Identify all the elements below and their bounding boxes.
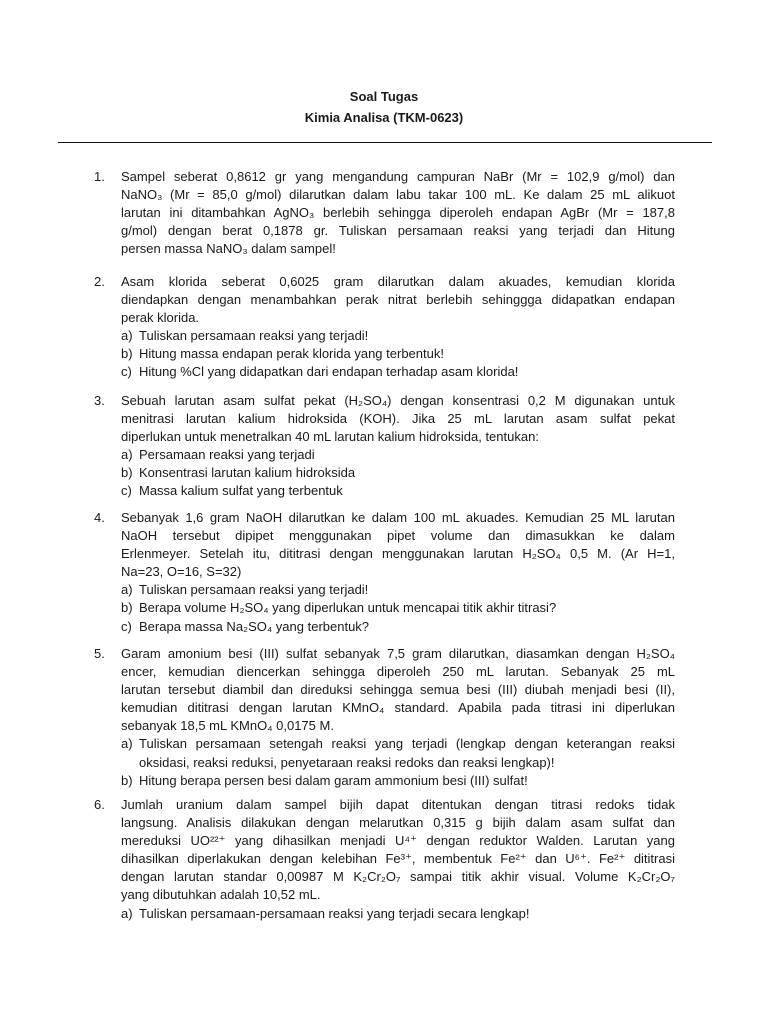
question-text-line: Sebanyak 1,6 gram NaOH dilarutkan ke dalam 100 mL akuades. Kemudian 25 ML larutan <box>121 510 675 525</box>
sub-item: oksidasi, reaksi reduksi, penyetaraan reaksi redoks dan reaksi lengkap)! <box>139 754 555 770</box>
question-text-line: diperlukan untuk menetralkan 40 mL larutan kalium hidroksida, tentukan: <box>121 429 539 445</box>
question-number: 4. <box>94 510 105 525</box>
question-6 <box>94 796 675 923</box>
question-text-line: dengan larutan standar 0,00987 M K₂Cr₂O₇ sampai titik akhir visual. Volume K₂Cr₂O₇ <box>121 869 675 885</box>
question-text-line: mereduksi UO²²⁺ yang dihasilkan menjadi U⁴⁺ dengan reduktor Walden. Larutan yang <box>121 833 675 849</box>
sub-item-text: Hitung berapa persen besi dalam garam ammonium besi (III) sulfat! <box>139 772 528 788</box>
sub-item <box>121 735 675 753</box>
sub-item-text: Tuliskan persamaan setengah reaksi yang terjadi (lengkap dengan keterangan reaksi <box>139 736 675 752</box>
sub-item <box>121 482 675 500</box>
question-text-line: Sebuah larutan asam sulfat pekat (H₂SO₄) dengan konsentrasi 0,2 M digunakan untuk <box>121 393 675 408</box>
document-subtitle: Kimia Analisa (TKM-0623) <box>304 110 464 125</box>
question-text-line: kemudian dititrasi dengan larutan KMnO₄ standard. Apabila pada titrasi ini diperlukan <box>121 700 675 716</box>
question-3 <box>94 392 675 501</box>
question-text-line: langsung. Analisis dilakukan dengan melarutkan 0,315 g bijih dalam asam sulfat dan <box>121 815 675 831</box>
sub-item <box>121 363 675 381</box>
question-body <box>121 509 675 636</box>
sub-item-text: Tuliskan persamaan reaksi yang terjadi! <box>139 582 369 598</box>
question-text-line: Garam amonium besi (III) sulfat sebanyak 7,5 gram dilarutkan, diasamkan dengan H₂SO₄ <box>121 646 675 661</box>
sub-item-label: b) <box>121 600 133 616</box>
document-title: Soal Tugas <box>349 89 419 104</box>
question-text-line: g/mol) dengan berat 0,1878 gr. Tuliskan persamaan reaksi yang terjadi dan Hitung <box>121 223 675 239</box>
sub-item <box>121 772 675 790</box>
sub-item <box>121 464 675 482</box>
sub-item-text: Massa kalium sulfat yang terbentuk <box>139 483 343 499</box>
question-text-line: NaOH tersebut dipipet menggunakan pipet volume dan dimasukkan ke dalam <box>121 528 675 544</box>
sub-item-text: Tuliskan persamaan reaksi yang terjadi! <box>139 328 369 344</box>
sub-item-text: Berapa massa Na₂SO₄ yang terbentuk? <box>139 618 370 634</box>
sub-item-text: Persamaan reaksi yang terjadi <box>139 447 315 463</box>
sub-item <box>121 618 675 636</box>
sub-item-text: Hitung %Cl yang didapatkan dari endapan terhadap asam klorida! <box>139 364 519 380</box>
sub-item-label: a) <box>121 447 133 463</box>
question-5 <box>94 645 675 790</box>
sub-item <box>121 345 675 363</box>
sub-item <box>121 327 675 345</box>
header-divider <box>58 142 712 143</box>
sub-item <box>121 599 675 617</box>
question-text-line: perak klorida. <box>121 310 200 326</box>
sub-item-label: b) <box>121 772 133 788</box>
question-text-line: diendapkan dengan menambahkan perak nitrat berlebih sehinggga didapatkan endapan <box>121 292 675 308</box>
sub-item <box>121 581 675 599</box>
question-text-line: larutan ini ditambahkan AgNO₃ berlebih sehingga diperoleh endapan AgBr (Mr = 187,8 <box>121 205 675 221</box>
question-text-line: encer, kemudian diencerkan sehingga diperoleh 250 mL larutan. Sebanyak 25 mL <box>121 664 675 680</box>
question-number: 2. <box>94 274 105 289</box>
question-body <box>121 392 675 501</box>
question-body <box>121 645 675 790</box>
sub-item-label: c) <box>121 618 132 634</box>
question-text-line: Asam klorida seberat 0,6025 gram dilarutkan dalam akuades, kemudian klorida <box>121 274 675 289</box>
question-text-line: dihasilkan diperlakukan dengan kelebihan Fe³⁺, membentuk Fe²⁺ dan U⁶⁺. Fe²⁺ dititrasi <box>121 851 675 867</box>
question-number: 3. <box>94 393 105 408</box>
question-body <box>121 168 675 258</box>
sub-item-label: a) <box>121 582 133 598</box>
sub-item-label: b) <box>121 346 133 362</box>
question-number: 1. <box>94 169 105 184</box>
sub-item-text: Konsentrasi larutan kalium hidroksida <box>139 465 356 481</box>
question-number: 5. <box>94 646 105 661</box>
question-2 <box>94 273 675 382</box>
sub-item-label: b) <box>121 465 133 481</box>
sub-item-text: Berapa volume H₂SO₄ yang diperlukan untuk mencapai titik akhir titrasi? <box>139 600 557 616</box>
question-text-line: yang dibutuhkan adalah 10,52 mL. <box>121 887 321 903</box>
question-body <box>121 273 675 382</box>
question-text-line: Na=23, O=16, S=32) <box>121 564 242 580</box>
sub-item <box>121 905 675 923</box>
sub-item-text: Hitung massa endapan perak klorida yang terbentuk! <box>139 346 444 362</box>
question-text-line: NaNO₃ (Mr = 85,0 g/mol) dilarutkan dalam labu takar 100 mL. Ke dalam 25 mL alikuot <box>121 187 675 203</box>
sub-item-label: c) <box>121 483 132 499</box>
question-text-line: larutan tersebut diambil dan direduksi sehingga semua besi (III) diubah menjadi besi (II), <box>121 682 675 698</box>
sub-item-label: a) <box>121 328 133 344</box>
question-text-line: persen massa NaNO₃ dalam sampel! <box>121 241 336 257</box>
question-text-line: menitrasi larutan kalium hidroksida (KOH). Jika 25 mL larutan asam sulfat pekat <box>121 411 675 427</box>
sub-item-text: Tuliskan persamaan-persamaan reaksi yang terjadi secara lengkap! <box>139 905 530 921</box>
question-number: 6. <box>94 797 105 812</box>
sub-item-label: a) <box>121 905 133 921</box>
question-text-line: Erlenmeyer. Setelah itu, dititrasi dengan menggunakan larutan H₂SO₄ 0,5 M. (Ar H=1, <box>121 546 675 562</box>
question-text-line: Jumlah uranium dalam sampel bijih dapat ditentukan dengan titrasi redoks tidak <box>121 797 675 812</box>
question-text-line: Sampel seberat 0,8612 gr yang mengandung campuran NaBr (Mr = 102,9 g/mol) dan <box>121 169 675 184</box>
sub-item <box>121 446 675 464</box>
sub-item-label: c) <box>121 364 132 380</box>
question-body <box>121 796 675 923</box>
question-4 <box>94 509 675 636</box>
sub-item-label: a) <box>121 736 133 752</box>
question-1 <box>94 168 675 258</box>
question-text-line: sebanyak 18,5 mL KMnO₄ 0,0175 M. <box>121 718 334 734</box>
